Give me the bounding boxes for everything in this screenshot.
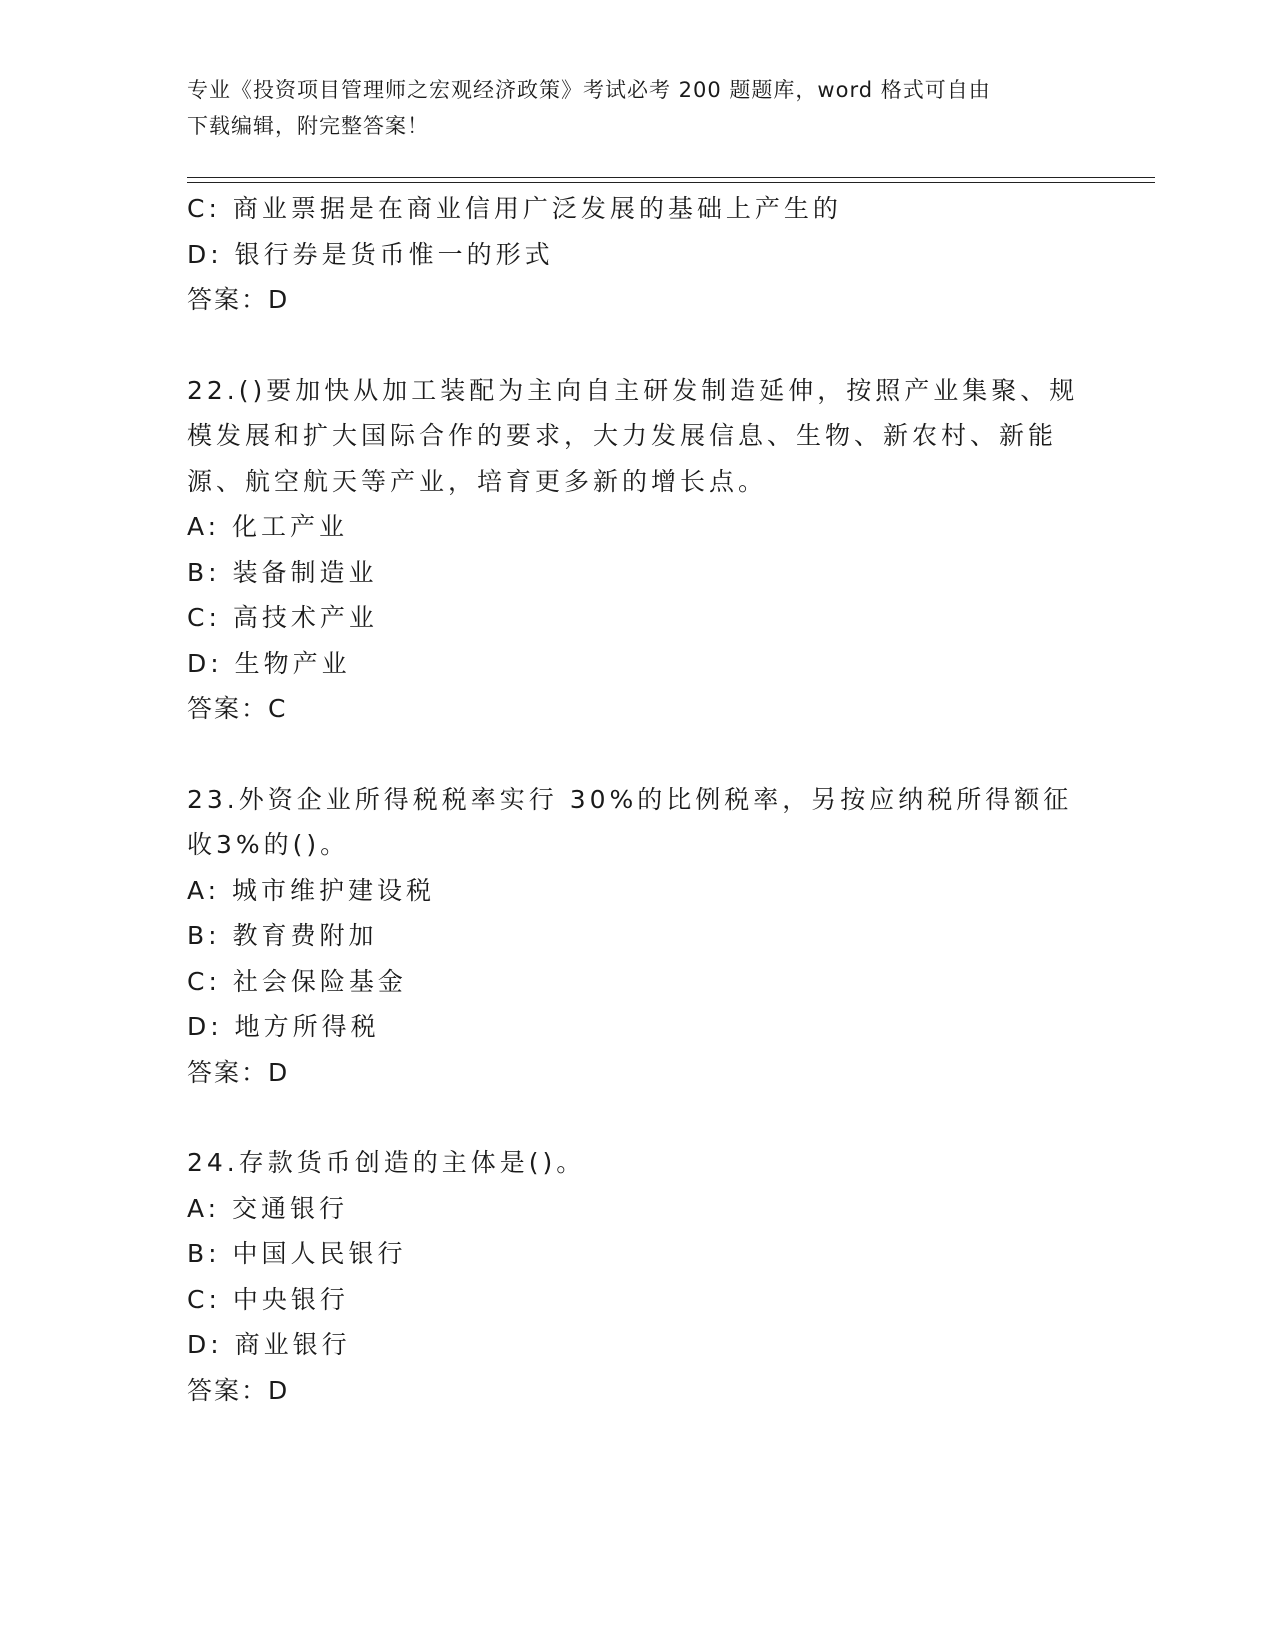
option-b: B: 装备制造业 [187, 557, 378, 587]
option-a: A: 城市维护建设税 [187, 875, 436, 905]
option-a: A: 交通银行 [187, 1193, 349, 1223]
option-d: D: 商业银行 [187, 1330, 351, 1359]
header-rule-bottom [187, 182, 1155, 183]
option-a: A: 化工产业 [187, 512, 349, 541]
page-header [187, 72, 1067, 144]
option-d: D: 银行券是货币惟一的形式 [187, 239, 554, 269]
option-d: D: 地方所得税 [187, 1012, 380, 1041]
option-d: D: 生物产业 [187, 648, 351, 678]
spacer [187, 732, 1087, 777]
answer: 答案：D [187, 1057, 290, 1087]
question-24 [187, 1140, 1087, 1413]
option-c: C: 高技术产业 [187, 603, 378, 632]
question-text: 24.存款货币创造的主体是()。 [187, 1148, 586, 1177]
option-c: C: 社会保险基金 [187, 966, 407, 996]
spacer [187, 323, 1087, 368]
header-title-line-2: 下载编辑，附完整答案！ [187, 114, 429, 138]
spacer [187, 1095, 1087, 1140]
option-b: B: 教育费附加 [187, 921, 378, 950]
answer: 答案：C [187, 694, 288, 723]
option-b: B: 中国人民银行 [187, 1239, 407, 1268]
answer: 答案：D [187, 1375, 290, 1405]
option-c: C: 中央银行 [187, 1284, 349, 1314]
question-23 [187, 777, 1087, 1096]
answer: 答案：D [187, 285, 290, 314]
option-c: C: 商业票据是在商业信用广泛发展的基础上产生的 [187, 194, 842, 223]
question-21-tail [187, 186, 1087, 323]
header-rule-top [187, 177, 1155, 178]
question-list [187, 186, 1087, 1413]
question-text: 23.外资企业所得税税率实行 30%的比例税率，另按应纳税所得额征收3%的()。 [187, 784, 1073, 859]
header-title-line-1: 专业《投资项目管理师之宏观经济政策》考试必考 200 题题库，word 格式可自由 [187, 78, 991, 102]
question-text: 22.()要加快从加工装配为主向自主研发制造延伸，按照产业集聚、规模发展和扩大国际合作的要求，大力发展信息、生物、新农村、新能源、航空航天等产业，培育更多新的增长点。 [187, 375, 1079, 496]
question-22 [187, 368, 1087, 732]
